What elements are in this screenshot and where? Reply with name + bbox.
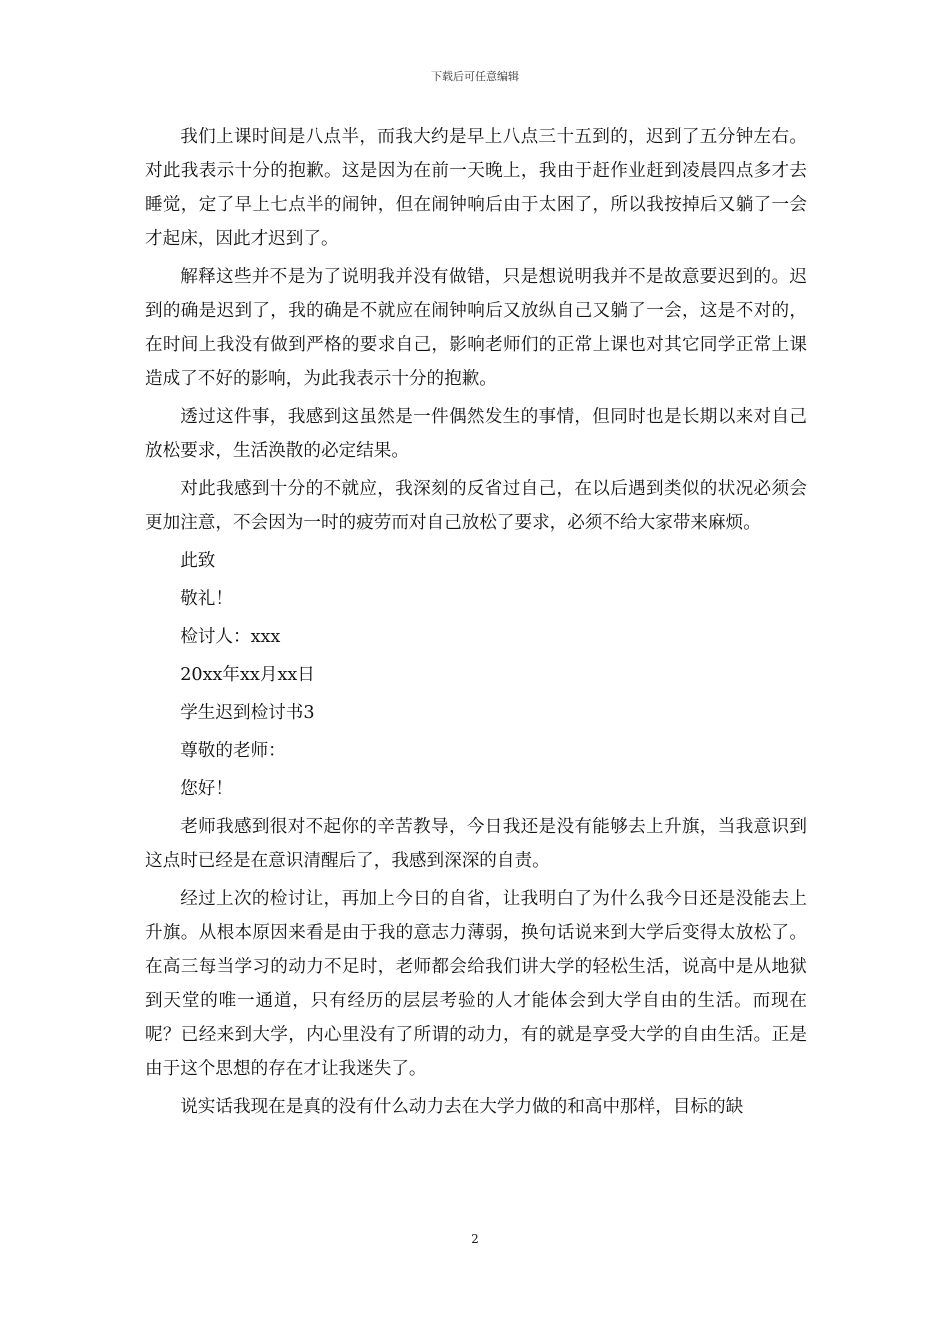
date-line: 20xx年xx月xx日: [180, 665, 315, 685]
greeting-hello: 您好！: [180, 779, 233, 799]
document-body: [145, 120, 807, 1124]
section-title: 学生迟到检讨书3: [180, 703, 315, 723]
paragraph-commitment: 对此我感到十分的不就应，我深刻的反省过自己，在以后遇到类似的状况必须会更加注意，不会因为一时的疲劳而对自己放松了要求，必须不给大家带来麻烦。: [145, 479, 807, 533]
closing-salutation: 此致: [180, 551, 216, 571]
paragraph-reflection: 透过这件事，我感到这虽然是一件偶然发生的事情，但同时也是长期以来对自己放松要求，生活涣散的必定结果。: [145, 407, 807, 461]
page-header: 下载后可任意编辑: [431, 70, 519, 83]
paragraph-lateness-explanation: 我们上课时间是八点半，而我大约是早上八点三十五到的，迟到了五分钟左右。对此我表示十分的抱歉。这是因为在前一天晚上，我由于赶作业赶到凌晨四点多才去睡觉，定了早上七点半的闹钟，但在闹钟响后由于太困了，所以我按掉后又躺了一会才起床，因此才迟到了。: [145, 127, 807, 249]
paragraph-continuation: 说实话我现在是真的没有什么动力去在大学力做的和高中那样，目标的缺: [180, 1097, 744, 1117]
closing-regards: 敬礼！: [180, 589, 233, 609]
signature-line: 检讨人：xxx: [180, 627, 281, 647]
paragraph-not-intentional: 解释这些并不是为了说明我并没有做错，只是想说明我并不是故意要迟到的。迟到的确是迟到了，我的确是不就应在闹钟响后又放纵自己又躺了一会，这是不对的，在时间上我没有做到严格的要求自己，影响老师们的正常上课也对其它同学正常上课造成了不好的影响，为此我表示十分的抱歉。: [145, 267, 807, 389]
paragraph-root-cause: 经过上次的检讨让，再加上今日的自省，让我明白了为什么我今日还是没能去上升旗。从根本原因来看是由于我的意志力薄弱，换句话说来到大学后变得太放松了。在高三每当学习的动力不足时，老师都会给我们讲大学的轻松生活，说高中是从地狱到天堂的唯一通道，只有经历的层层考验的人才能体会到大学自由的生活。而现在呢？已经来到大学，内心里没有了所谓的动力，有的就是享受大学的自由生活。正是由于这个思想的存在才让我迷失了。: [145, 889, 807, 1079]
page-number: 2: [471, 1232, 479, 1246]
paragraph-apology: 老师我感到很对不起你的辛苦教导，今日我还是没有能够去上升旗，当我意识到这点时已经是在意识清醒后了，我感到深深的自责。: [145, 817, 807, 871]
greeting-addressee: 尊敬的老师：: [180, 741, 286, 761]
